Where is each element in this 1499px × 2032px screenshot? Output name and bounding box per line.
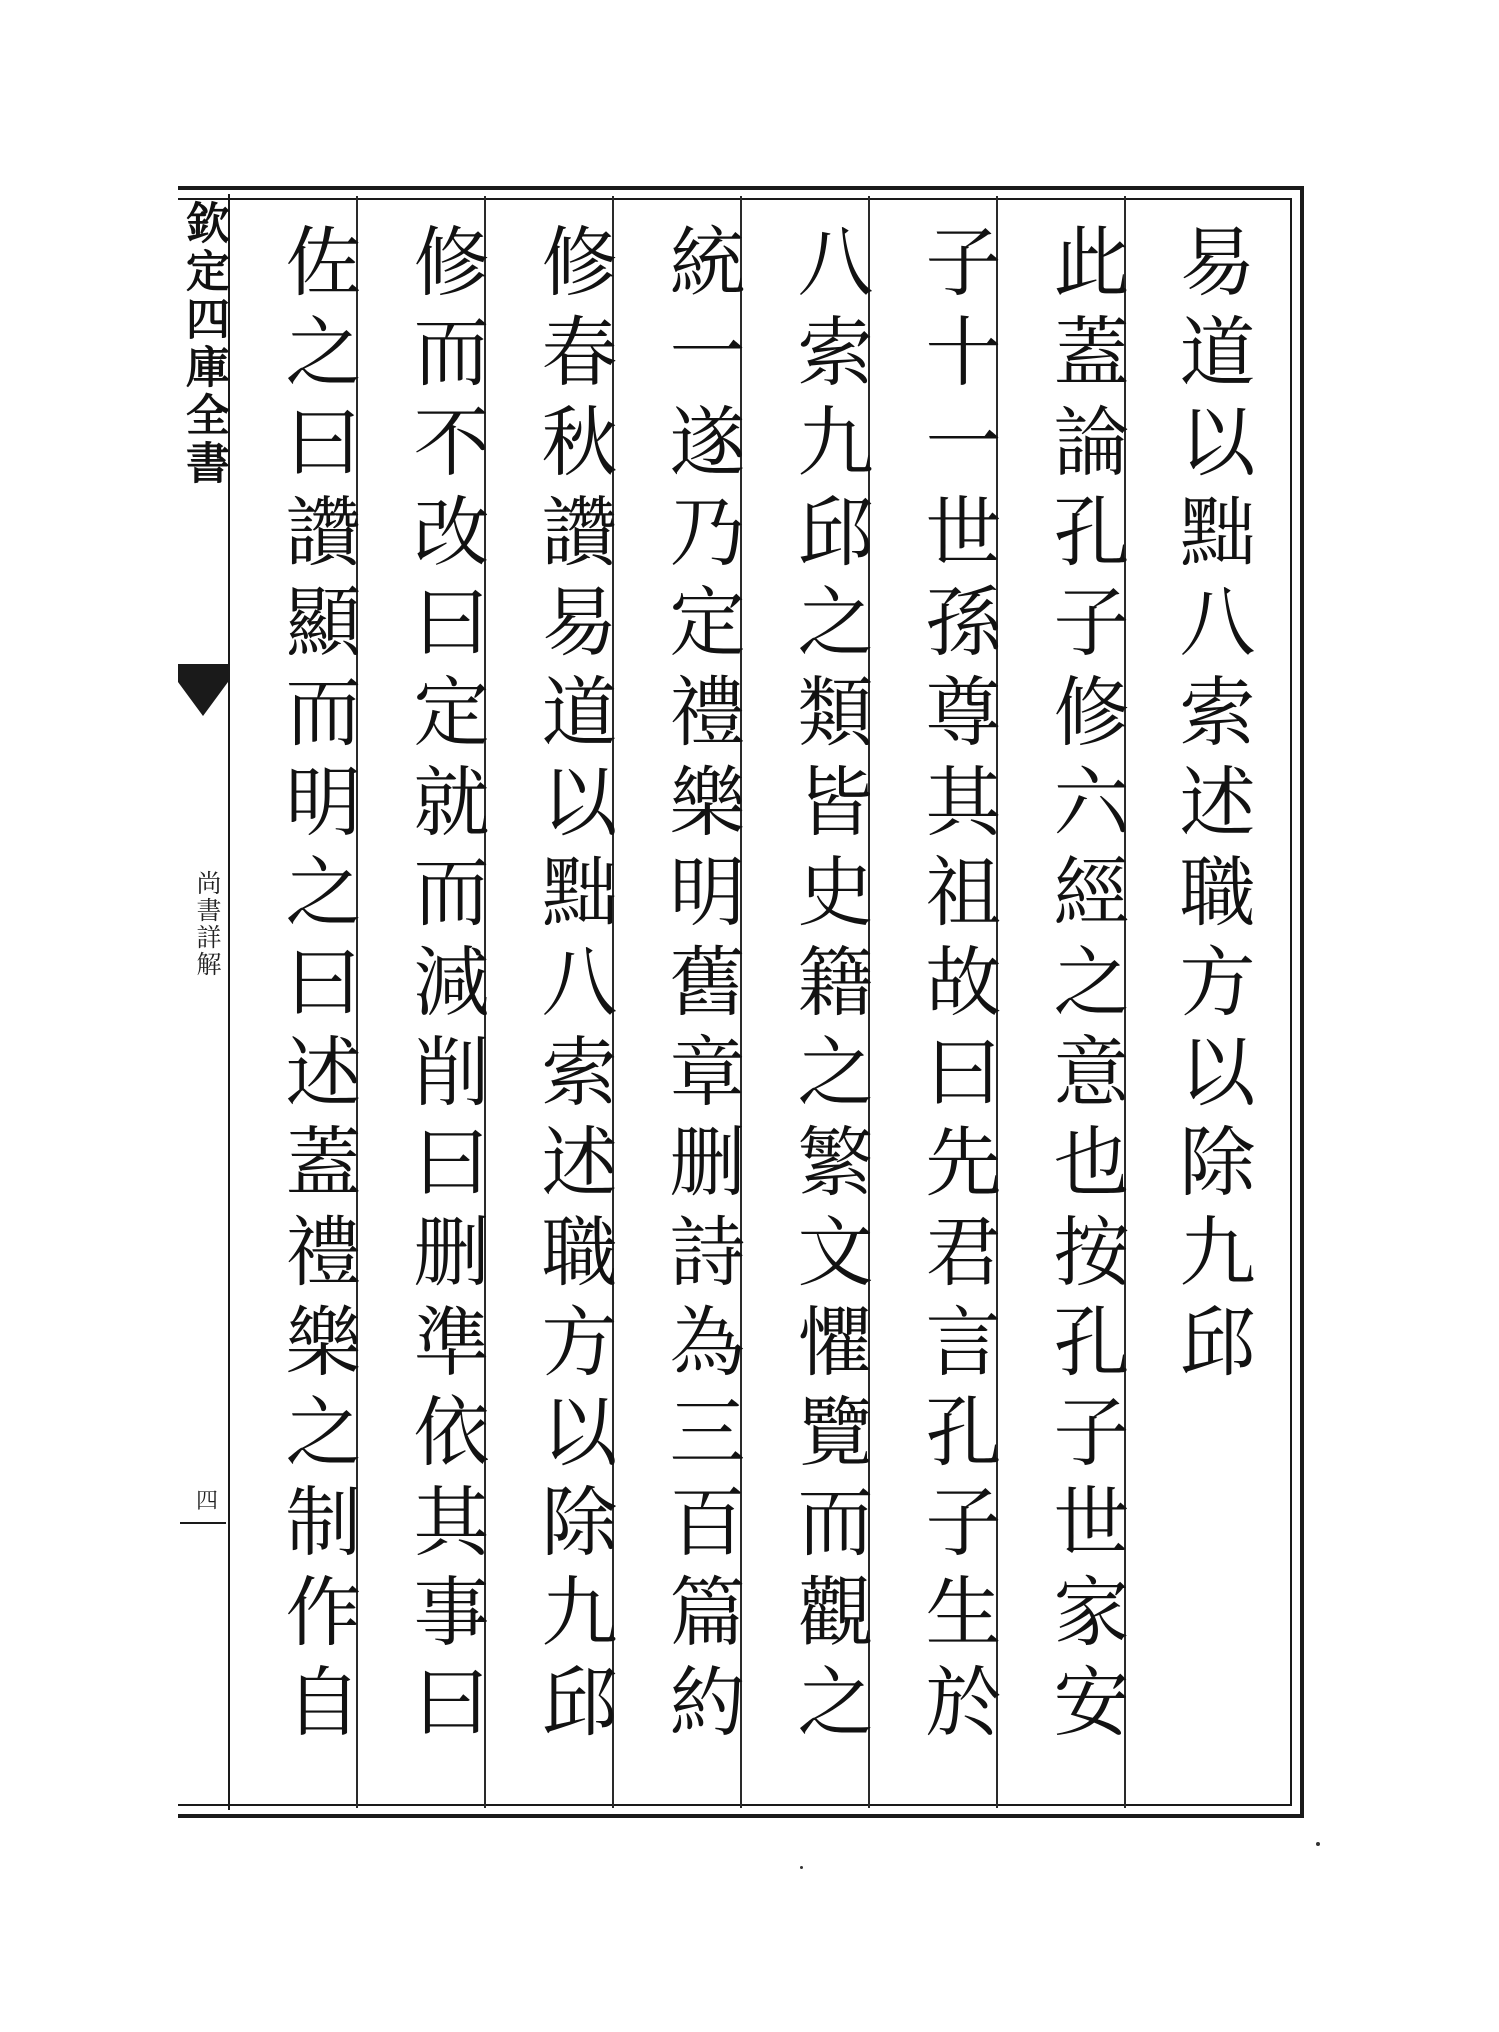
- text-column-7: 修而不改曰定就而減削曰删準依其事曰: [401, 222, 490, 1752]
- margin-rule: [180, 1522, 226, 1524]
- text-column-8: 佐之曰讚顯而明之曰述蓋禮樂之制作自: [273, 222, 362, 1752]
- fishtail-band: [178, 664, 228, 682]
- margin-book-title: 欽定四庫全書: [178, 200, 229, 488]
- text-column-6: 修春秋讚易道以黜八索述職方以除九邱: [529, 222, 618, 1752]
- fishtail-mark: [178, 664, 228, 724]
- text-column-4: 八索九邱之類皆史籍之繁文懼覽而觀之: [785, 222, 874, 1752]
- text-column-2: 此蓋論孔子修六經之意也按孔子世家安: [1041, 222, 1130, 1752]
- margin-work-title: 尚書詳解: [193, 870, 222, 978]
- ink-speck: [800, 1866, 803, 1869]
- margin-page-number: 四: [195, 1489, 218, 1514]
- text-column-3: 子十一世孫尊其祖故曰先君言孔子生於: [913, 222, 1002, 1752]
- fishtail-triangle: [178, 682, 228, 716]
- text-column-5: 統一遂乃定禮樂明舊章删詩為三百篇約: [657, 222, 746, 1752]
- ink-speck: [1316, 1842, 1320, 1846]
- text-column-1: 易道以黜八索述職方以除九邱: [1167, 222, 1256, 1392]
